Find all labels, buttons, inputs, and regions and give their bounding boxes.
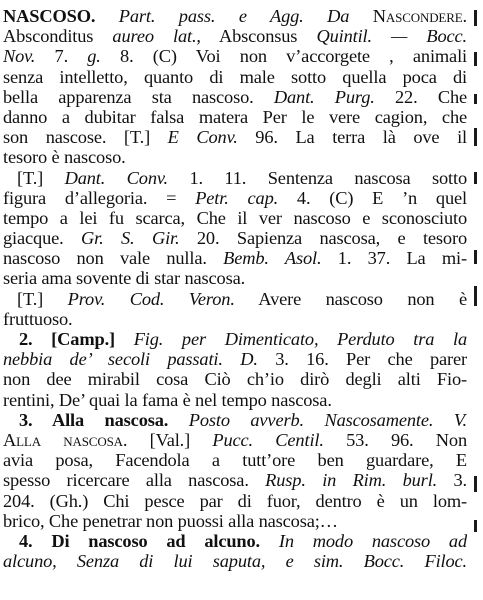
entry-text: E Conv. — [167, 127, 238, 148]
entry-text: Nov. — [3, 46, 36, 67]
entry-text: Avere nascoso non è — [234, 288, 467, 309]
entry-line — [3, 127, 467, 147]
entry-text: fruttuoso. — [3, 308, 73, 329]
entry-text: In modo nascoso ad — [260, 530, 467, 551]
headword: NASCOSO. — [3, 6, 96, 26]
entry-text: tempo a lei fu scarca, Che il ver nascoso e sconosciuto — [3, 207, 467, 228]
entry-line — [3, 268, 467, 288]
entry-line — [3, 450, 467, 470]
entry-line — [3, 289, 467, 309]
entry-text: avia posa, Facendola a tutt’ore ben guardare, E — [3, 450, 467, 471]
entry-text: seria ama sovente di star nascosa. — [3, 268, 246, 289]
entry-text: rentini, De’ quai la fama è nel tempo nascosa. — [3, 389, 332, 410]
entry-text: Bemb. Asol. — [223, 248, 322, 269]
entry-line — [3, 309, 467, 329]
entry-text: spesso ricercare alla nascosa. — [3, 470, 266, 491]
entry-text: giacque. — [3, 228, 82, 249]
entry-line — [3, 349, 467, 369]
margin-rule — [474, 10, 477, 26]
margin-rule — [474, 52, 477, 66]
entry-line — [3, 168, 467, 188]
entry-text: senza intelletto, quanto di male sotto quella poca di — [3, 66, 467, 87]
entry-text: 4. Di nascoso ad alcuno. — [19, 530, 261, 551]
margin-rule — [474, 250, 477, 264]
entry-line — [3, 147, 467, 167]
entry-line — [3, 67, 467, 87]
margin-rule — [474, 94, 477, 104]
entry-text: nebbia de’ secoli passati. — [3, 349, 223, 370]
entry-text: 3. 16. Per che parer — [257, 349, 467, 370]
entry-line — [3, 470, 467, 490]
entry-text: 2. [Camp.] — [19, 329, 116, 349]
entry-text: Absconditus — [3, 26, 113, 47]
entry-text: 204. (Gh.) Chi pesce par di fuor, dentro è un lom- — [3, 490, 467, 511]
entry-text: Gr. S. Gir. — [81, 228, 180, 249]
entry-text: Pucc. Centil. — [212, 429, 324, 450]
entry-line — [3, 491, 467, 511]
entry-line — [3, 551, 467, 571]
entry-text: danno a dubitar falsa matera Per le vere cagion, che — [3, 106, 467, 127]
entry-line — [3, 248, 467, 268]
entry-text: Part. pass. e Agg. Da — [95, 6, 373, 26]
entry-text: tesoro è nascoso. — [3, 147, 126, 168]
entry-text: 4. (C) E ’n quel — [278, 187, 467, 208]
entry-line — [3, 188, 467, 208]
margin-rule — [474, 520, 477, 532]
entry-text: brico, Che penetrar non puossi alla nascosa;… — [3, 510, 338, 531]
entry-text: [T.] — [17, 288, 68, 309]
margin-rule — [474, 128, 477, 146]
entry-line — [3, 46, 467, 66]
margin-rule — [474, 286, 477, 306]
entry-text: non dee mirabil cosa Ciò ch’io dirò degli alti Fio- — [3, 369, 467, 390]
dictionary-entry-nascoso — [3, 6, 467, 571]
entry-text: Posto avverb. Nascosamente. V. — [168, 409, 467, 430]
entry-line — [3, 329, 467, 349]
entry-text: 3. Alla nascosa. — [19, 409, 169, 430]
entry-text: Rusp. in Rim. burl. — [265, 470, 438, 491]
entry-text: 53. 96. Non — [323, 429, 467, 450]
entry-text: 8. (C) Voi non v’accorgete , animali — [100, 46, 467, 67]
entry-text: son nascose. [T.] — [3, 127, 168, 148]
entry-text: bella apparenza sta nascoso. — [3, 86, 274, 107]
entry-text: Quintil. — Bocc. — [316, 26, 467, 47]
entry-text: Dant. Purg. — [273, 86, 375, 107]
entry-line — [3, 430, 467, 450]
entry-text: 7. — [35, 46, 88, 67]
entry-line — [3, 369, 467, 389]
entry-text: Alla nascosa. — [3, 429, 128, 450]
entry-text: 1. 11. Sentenza nascosa sotto — [167, 167, 467, 188]
entry-text: 1. 37. La mi- — [321, 248, 467, 269]
entry-text: nascoso non vale nulla. — [3, 248, 224, 269]
entry-text: Nascondere. — [372, 6, 467, 26]
entry-text: Petr. cap. — [195, 187, 279, 208]
entry-text: , Absconsus — [196, 26, 317, 47]
margin-rule — [474, 172, 477, 184]
entry-text — [223, 349, 240, 369]
entry-text: aureo lat. — [112, 26, 197, 47]
entry-text: Dant. Conv. — [64, 167, 168, 188]
entry-line — [3, 6, 467, 26]
entry-text: Prov. Cod. Veron. — [67, 288, 235, 309]
entry-text: figura d’allegoria. = — [3, 187, 196, 208]
entry-text: Fig. per Dimenticato, Perduto tra la — [115, 329, 467, 349]
margin-rule — [474, 476, 477, 492]
entry-line — [3, 410, 467, 430]
entry-line — [3, 228, 467, 248]
entry-text: g. — [87, 46, 101, 67]
entry-line — [3, 531, 467, 551]
entry-line — [3, 208, 467, 228]
entry-line — [3, 26, 467, 46]
entry-text: D. — [240, 349, 258, 370]
entry-line — [3, 511, 467, 531]
entry-text: 96. La terra là ove il — [237, 127, 467, 148]
entry-text: 3. — [437, 470, 467, 491]
entry-text: [Val.] — [127, 429, 213, 450]
entry-text: 22. Che — [374, 86, 467, 107]
entry-line — [3, 107, 467, 127]
entry-line — [3, 390, 467, 410]
entry-text: 20. Sapienza nascosa, e tesoro — [179, 228, 467, 249]
entry-text: [T.] — [17, 167, 65, 188]
entry-text: alcuno, Senza di lui saputa, e sim. Bocc. Filoc. — [3, 551, 467, 572]
entry-line — [3, 87, 467, 107]
